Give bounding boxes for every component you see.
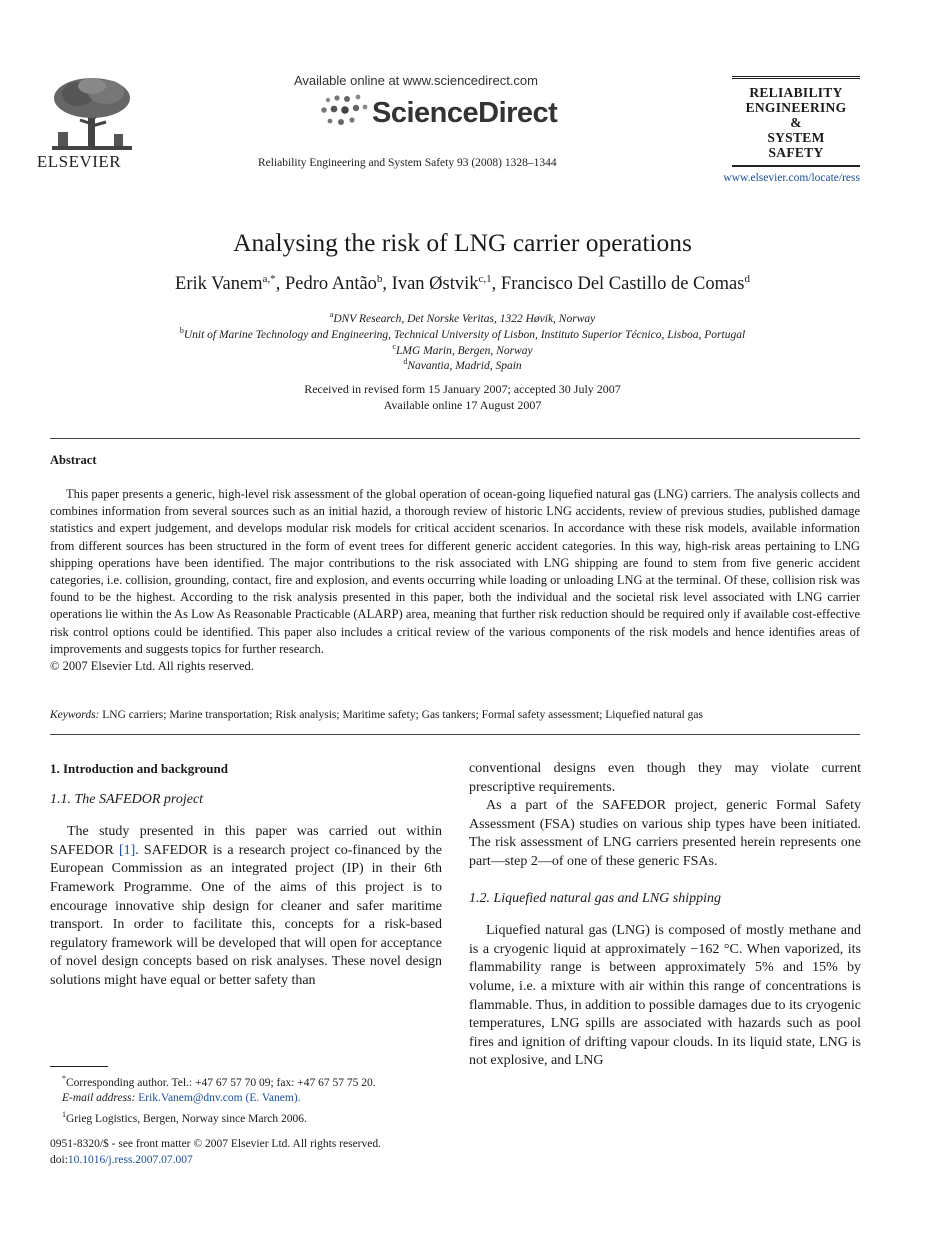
keywords-text: LNG carriers; Marine transportation; Risk analysis; Maritime safety; Gas tankers; Formal safety assessment; Liquefied natural gas (102, 709, 703, 721)
journal-title-box (732, 76, 860, 167)
author-name: Pedro Antão (284, 274, 377, 295)
affiliation (0, 310, 925, 325)
author-affiliation-mark: d (744, 273, 750, 285)
footnote-mark: * (62, 1074, 66, 1083)
author-name: Ivan Østvik (391, 274, 479, 295)
body-column-left (50, 760, 442, 991)
email-label: E-mail address: (62, 1092, 136, 1105)
footnote-1 (50, 1107, 442, 1127)
author-affiliation-mark: a,* (262, 273, 276, 285)
footnote-email (50, 1091, 442, 1107)
footnote-corresponding (50, 1071, 442, 1091)
footnotes (50, 1071, 442, 1127)
keywords-label: Keywords: (50, 709, 100, 721)
author-name: Francisco Del Castillo de Comas (500, 274, 745, 295)
available-date: Available online 17 August 2007 (383, 398, 542, 412)
paragraph (50, 823, 442, 990)
issn-line: 0951-8320/$ - see front matter © 2007 Elsevier Ltd. All rights reserved. (50, 1138, 381, 1150)
journal-title-line: RELIABILITY (749, 85, 843, 100)
footnote-divider (50, 1066, 108, 1067)
footnote-mark: 1 (62, 1109, 66, 1119)
abstract-text: This paper presents a generic, high-level risk assessment of the global operation of ocean-going liquefied natural gas (LNG) carriers. The analysis collects and combines information from several sources such as an initial hazid, a thorough review of historic LNG accidents, review of previous studies, published damage statistics and expert judgement, and develops modular risk models for critical accident scenarios. In accordance with these risk models, available information from different sources has been structured in the form of event trees for different generic accident categories. In this way, high-risk areas pertaining to LNG shipping operations have been identified. The major contributions to the risk associated with LNG shipping are found to stem from five generic accident categories, i.e. collision, grounding, contact, fire and explosion, and events occurring while loading or unloading LNG at the terminal. Of these, collision risk was found to be the highest. According to the risk analysis presented in this paper, both the individual and the societal risk level associated with LNG carrier operations lie within the As Low As Reasonable Practicable (ALARP) area, meaning that further risk reduction should be required only if available cost-effective risk control options could be identified. This paper also includes a critical review of the various components of the risk models and hence identifies areas of improvements and suggests topics for further research. (50, 487, 860, 656)
subsection-heading: 1.2. Liquefied natural gas and LNG shipping (469, 890, 722, 906)
doi-line (50, 1152, 450, 1168)
paragraph: conventional designs even though they may violate current prescriptive requirements. (469, 761, 861, 795)
affiliation-mark: d (403, 357, 408, 366)
affiliation (0, 357, 925, 372)
sciencedirect-brand: ScienceDirect (372, 97, 558, 129)
sciencedirect-dots-icon (318, 92, 370, 130)
affiliation (0, 326, 925, 341)
affiliation-mark: b (179, 326, 184, 335)
affiliation-mark: c (392, 342, 396, 351)
paragraph-text: . SAFEDOR is a research project co-financed by the European Commission as an integrated project (IP) in their 6th Framework Programme. One of the aims of this project is to encourage innovative ship design for cleaner and safer maritime transport. In order to facilitate this, concepts for a risk-based regulatory framework will be developed that will open for acceptance of novel design concepts based on risk analyses. These novel design solutions might have equal or better safety than (50, 842, 443, 988)
affiliation-mark: a (329, 310, 334, 319)
article-title: Analysing the risk of LNG carrier operations (233, 228, 692, 257)
paragraph-text: The study presented in this paper was carried out within SAFEDOR (50, 824, 442, 858)
journal-url-link[interactable]: www.elsevier.com/locate/ress (723, 172, 860, 184)
paragraph: Liquefied natural gas (LNG) is composed of mostly methane and is a cryogenic liquid at approximately −162 °C. When vaporized, its flammability range is between approximately 5% and 15% by volume, i.e. a mixture with air within this range of concentrations is flammable. Thus, in addition to possible damages due to its cryogenic temperatures, LNG spills are associated with hazards such as pool fires and ignition of drifting vapour clouds. In its liquid state, LNG is not explosive, and LNG (469, 923, 861, 1069)
email-link[interactable]: Erik.Vanem@dnv.com (E. Vanem). (138, 1092, 301, 1105)
author-affiliation-mark: c,1 (478, 273, 492, 285)
affiliation-text: Navantia, Madrid, Spain (407, 359, 522, 372)
publisher-name: ELSEVIER (36, 152, 122, 171)
section-heading: 1. Introduction and background (50, 761, 228, 776)
abstract-body (50, 486, 860, 675)
journal-title-line: & (790, 115, 802, 130)
author-separator: , (491, 274, 501, 295)
footnote-text: Corresponding author. Tel.: +47 67 57 70 09; fax: +47 67 57 75 20. (66, 1076, 376, 1089)
author-list (0, 273, 925, 295)
author-separator: , (275, 274, 285, 295)
received-date: Received in revised form 15 January 2007; accepted 30 July 2007 (304, 382, 621, 396)
affiliation-text: DNV Research, Det Norske Veritas, 1322 Høvik, Norway (333, 312, 596, 325)
journal-title-line: ENGINEERING (745, 100, 847, 115)
footnote-text: Grieg Logistics, Bergen, Norway since March 2006. (66, 1112, 307, 1125)
author-name: Erik Vanem (175, 274, 263, 295)
journal-citation: Reliability Engineering and System Safety 93 (2008) 1328–1344 (258, 157, 557, 169)
journal-title-line: SYSTEM (767, 130, 825, 145)
author-separator: , (382, 274, 392, 295)
issn-block (50, 1136, 450, 1168)
doi-link[interactable]: 10.1016/j.ress.2007.07.007 (67, 1154, 193, 1166)
author-affiliation-mark: b (376, 273, 383, 285)
journal-title-line: SAFETY (768, 145, 824, 160)
subsection-heading: 1.1. The SAFEDOR project (50, 791, 204, 807)
affiliation (0, 342, 925, 357)
affiliation-text: LMG Marin, Bergen, Norway (395, 344, 533, 357)
reference-link[interactable]: [1] (118, 842, 136, 858)
abstract-copyright: © 2007 Elsevier Ltd. All rights reserved. (50, 659, 254, 674)
divider (50, 734, 860, 735)
keywords (50, 709, 860, 721)
body-column-right (469, 760, 861, 1071)
available-online-text: Available online at www.sciencedirect.com (294, 73, 538, 88)
abstract-heading: Abstract (50, 453, 97, 467)
affiliation-text: Unit of Marine Technology and Engineering, Technical University of Lisbon, Instituto Superior Técnico, Lisboa, Portugal (183, 328, 746, 341)
paragraph: As a part of the SAFEDOR project, generic Formal Safety Assessment (FSA) studies on various ship types have been initiated. The risk assessment of LNG carriers presented herein represents one part—step 2—of one of these generic FSAs. (469, 798, 861, 869)
doi-prefix: doi: (50, 1154, 68, 1166)
elsevier-tree-logo-icon (48, 76, 136, 154)
divider (50, 438, 860, 439)
